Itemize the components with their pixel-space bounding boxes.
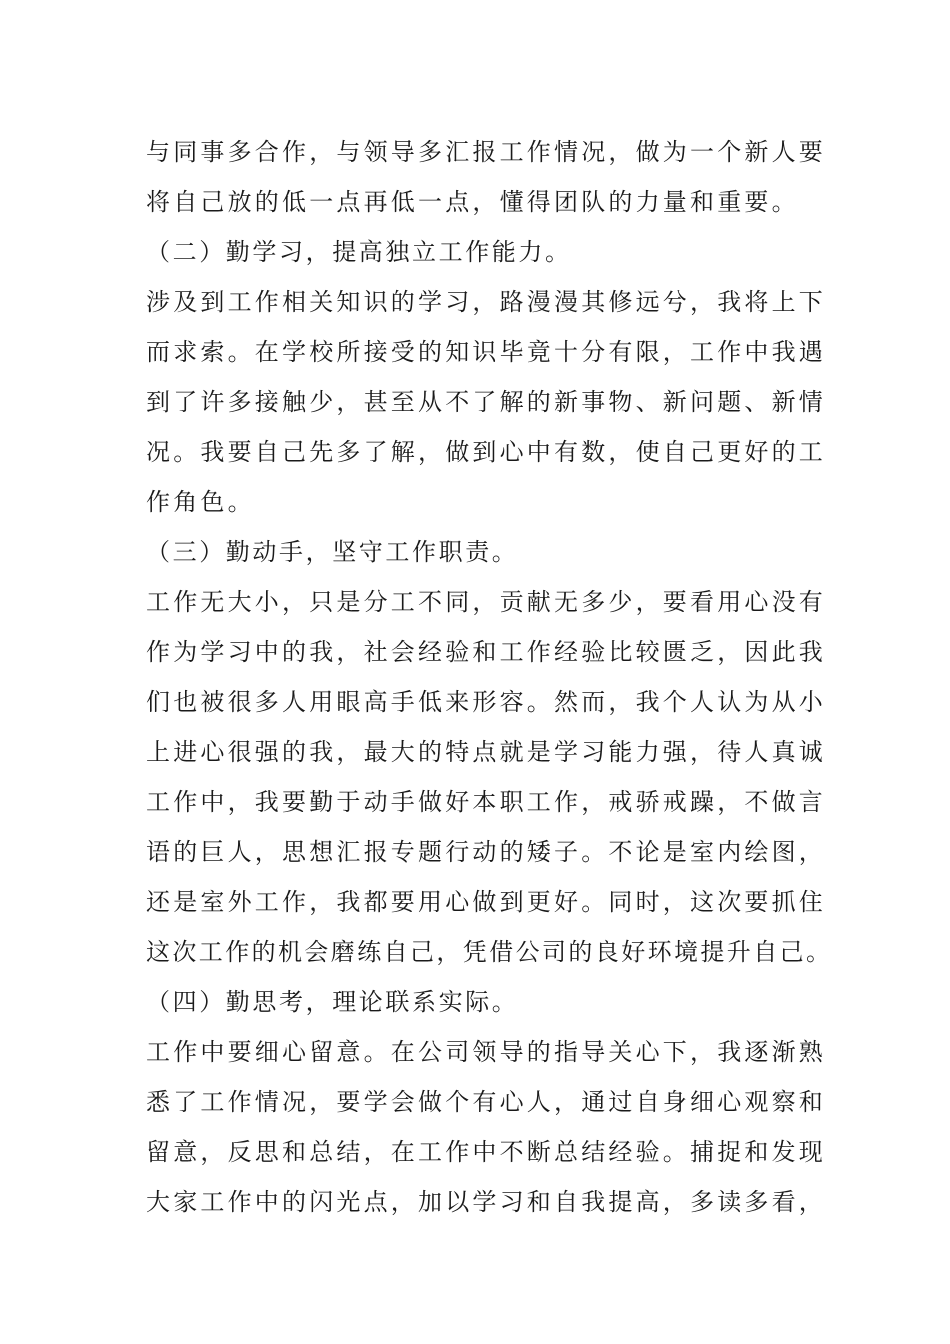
text-line: 将自己放的低一点再低一点，懂得团队的力量和重要。 [146, 188, 799, 216]
text-line: 作角色。 [146, 488, 255, 516]
text-line: 工作中要细心留意。在公司领导的指导关心下，我逐渐熟 [146, 1038, 826, 1066]
text-line: 工作中，我要勤于动手做好本职工作，戒骄戒躁，不做言 [146, 788, 826, 816]
text-line: 涉及到工作相关知识的学习，路漫漫其修远兮，我将上下 [146, 288, 826, 316]
text-line: 作为学习中的我，社会经验和工作经验比较匮乏，因此我 [146, 638, 826, 666]
text-line: 们也被很多人用眼高手低来形容。然而，我个人认为从小 [146, 688, 826, 716]
section-heading-3: （三）勤动手，坚守工作职责。 [146, 538, 519, 566]
text-line: 工作无大小，只是分工不同，贡献无多少，要看用心没有 [146, 588, 826, 616]
text-line: 大家工作中的闪光点，加以学习和自我提高，多读多看， [146, 1188, 826, 1216]
text-line: 还是室外工作，我都要用心做到更好。同时，这次要抓住 [146, 888, 826, 916]
text-line: 这次工作的机会磨练自己，凭借公司的良好环境提升自己。 [146, 938, 833, 966]
text-line: 与同事多合作，与领导多汇报工作情况，做为一个新人要 [146, 138, 826, 166]
text-line: 而求索。在学校所接受的知识毕竟十分有限，工作中我遇 [146, 338, 826, 366]
text-line: 悉了工作情况，要学会做个有心人，通过自身细心观察和 [146, 1088, 826, 1116]
text-line: 上进心很强的我，最大的特点就是学习能力强，待人真诚 [146, 738, 826, 766]
text-line: 到了许多接触少，甚至从不了解的新事物、新问题、新情 [146, 388, 826, 416]
section-heading-4: （四）勤思考，理论联系实际。 [146, 988, 519, 1016]
text-line: 留意，反思和总结，在工作中不断总结经验。捕捉和发现 [146, 1138, 826, 1166]
section-heading-2: （二）勤学习，提高独立工作能力。 [146, 238, 572, 266]
text-line: 语的巨人，思想汇报专题行动的矮子。不论是室内绘图， [146, 838, 826, 866]
text-line: 况。我要自己先多了解，做到心中有数，使自己更好的工 [146, 438, 826, 466]
